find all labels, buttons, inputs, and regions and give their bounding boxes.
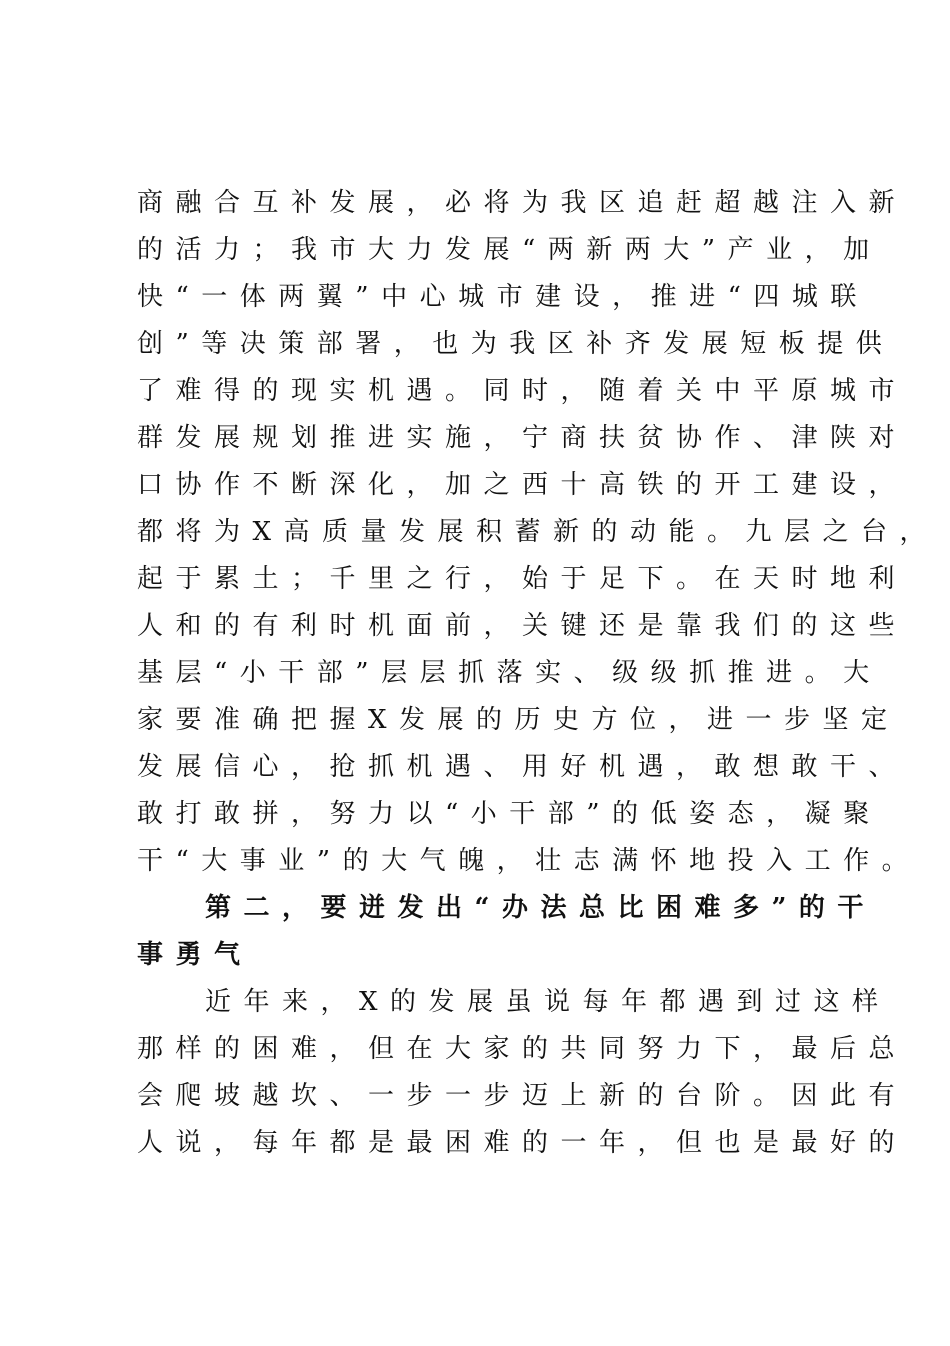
body-text xyxy=(137,180,939,1167)
text-line: 了难得的现实机遇。同时，随着关中平原城市 xyxy=(137,376,908,406)
text-line: 的活力；我市大力发展“两新两大”产业，加 xyxy=(137,235,882,265)
text-line: 人说，每年都是最困难的一年，但也是最好的 xyxy=(137,1128,908,1158)
text-line: 敢打敢拼，努力以“小干部”的低姿态，凝聚 xyxy=(137,799,882,829)
section-heading: 第二，要迸发出“办法总比困难多”的干 xyxy=(205,893,876,923)
text-line: 都将为X高质量发展积蓄新的动能。九层之台， xyxy=(137,517,939,547)
text-line: 发展信心，抢抓机遇、用好机遇，敢想敢干、 xyxy=(137,752,908,782)
text-line: 干“大事业”的大气魄，壮志满怀地投入工作。 xyxy=(137,846,921,876)
text-line: 那样的困难，但在大家的共同努力下，最后总 xyxy=(137,1034,908,1064)
text-line: 快“一体两翼”中心城市建设，推进“四城联 xyxy=(137,282,869,312)
section-heading-continued: 事勇气 xyxy=(137,940,253,970)
text-line: 人和的有利时机面前，关键还是靠我们的这些 xyxy=(137,611,908,641)
text-line: 口协作不断深化，加之西十高铁的开工建设， xyxy=(137,470,908,500)
text-line: 创”等决策部署，也为我区补齐发展短板提供 xyxy=(137,329,895,359)
text-line: 会爬坡越坎、一步一步迈上新的台阶。因此有 xyxy=(137,1081,908,1111)
text-line: 商融合互补发展，必将为我区追赶超越注入新 xyxy=(137,188,908,218)
paragraph-start: 近年来，X的发展虽说每年都遇到过这样 xyxy=(205,987,891,1017)
text-line: 起于累土；千里之行，始于足下。在天时地利 xyxy=(137,564,908,594)
text-line: 群发展规划推进实施，宁商扶贫协作、津陕对 xyxy=(137,423,908,453)
text-line: 基层“小干部”层层抓落实、级级抓推进。大 xyxy=(137,658,882,688)
text-line: 家要准确把握X发展的历史方位，进一步坚定 xyxy=(137,705,900,735)
